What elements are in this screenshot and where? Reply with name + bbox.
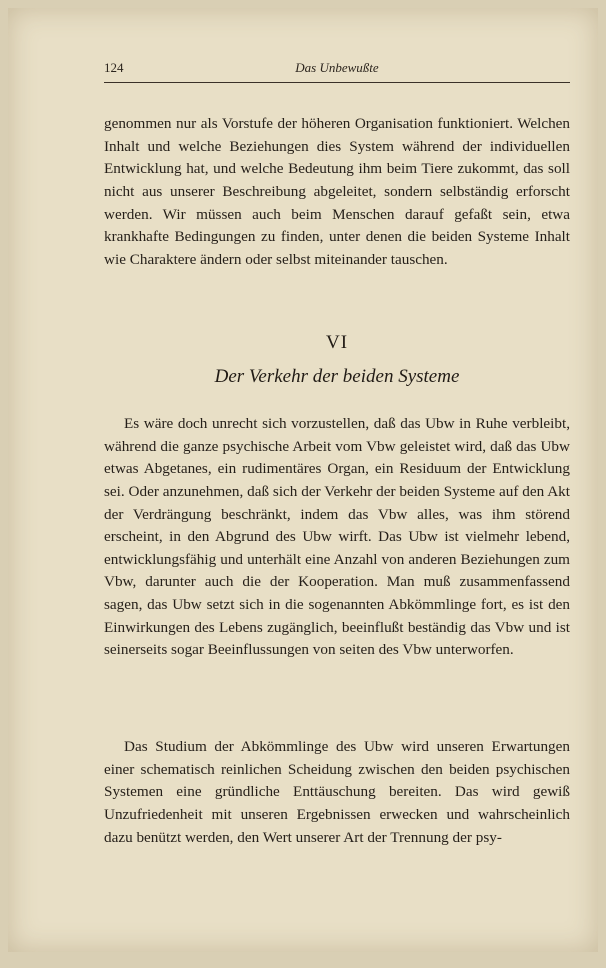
book-page (8, 8, 598, 952)
running-title: Das Unbewußte (295, 60, 379, 75)
running-header (104, 58, 570, 83)
body-paragraph: genommen nur als Vorstufe der höheren Organisation funktioniert. Welchen Inhalt und welche Beziehungen dies System während der individuellen Entwicklung hat, und welche Bedeutung ihm beim Tiere zukommt, das soll nicht aus unserer Beschreibung abgeleitet, sondern selbständig erforscht werden. Wir müssen auch beim Menschen darauf gefaßt sein, etwa krankhafte Bedingungen zu finden, unter denen die beiden Systeme Inhalt wie Charaktere ändern oder selbst miteinander tauschen. (104, 115, 570, 268)
body-paragraph: Das Studium der Abkömmlinge des Ubw wird unseren Erwartungen einer schematisch reinlichen Scheidung zwischen den beiden psychischen Systemen eine gründliche Enttäuschung bereiten. Das wird gewiß Unzufriedenheit mit unseren Ergebnissen erwecken und wahrscheinlich dazu benützt werden, den Wert unserer Art der Trennung der psy- (104, 738, 570, 846)
page-number: 124 (104, 60, 124, 75)
section-title: Der Verkehr der beiden Systeme (214, 366, 460, 387)
section-number: VI (325, 332, 349, 353)
body-paragraph: Es wäre doch unrecht sich vorzustellen, daß das Ubw in Ruhe verbleibt, während die ganze psychische Arbeit vom Vbw geleistet wird, daß das Ubw etwas Abgetanes, ein rudimentäres Organ, ein Residuum der Entwicklung sei. Oder anzunehmen, daß sich der Verkehr der beiden Systeme auf den Akt der Verdrängung beschränkt, indem das Vbw alles, was ihm störend erscheint, in den Abgrund des Ubw wirft. Das Ubw ist vielmehr lebend, entwicklungsfähig und unterhält eine Anzahl von anderen Beziehungen zum Vbw, darunter auch die der Kooperation. Man muß zusammenfassend sagen, das Ubw setzt sich in die sogenannten Abkömmlinge fort, es ist den Einwirkungen des Lebens zugänglich, beeinflußt beständig das Vbw und ist seinerseits sogar Beeinflussungen von seiten des Vbw unterworfen. (104, 415, 570, 659)
